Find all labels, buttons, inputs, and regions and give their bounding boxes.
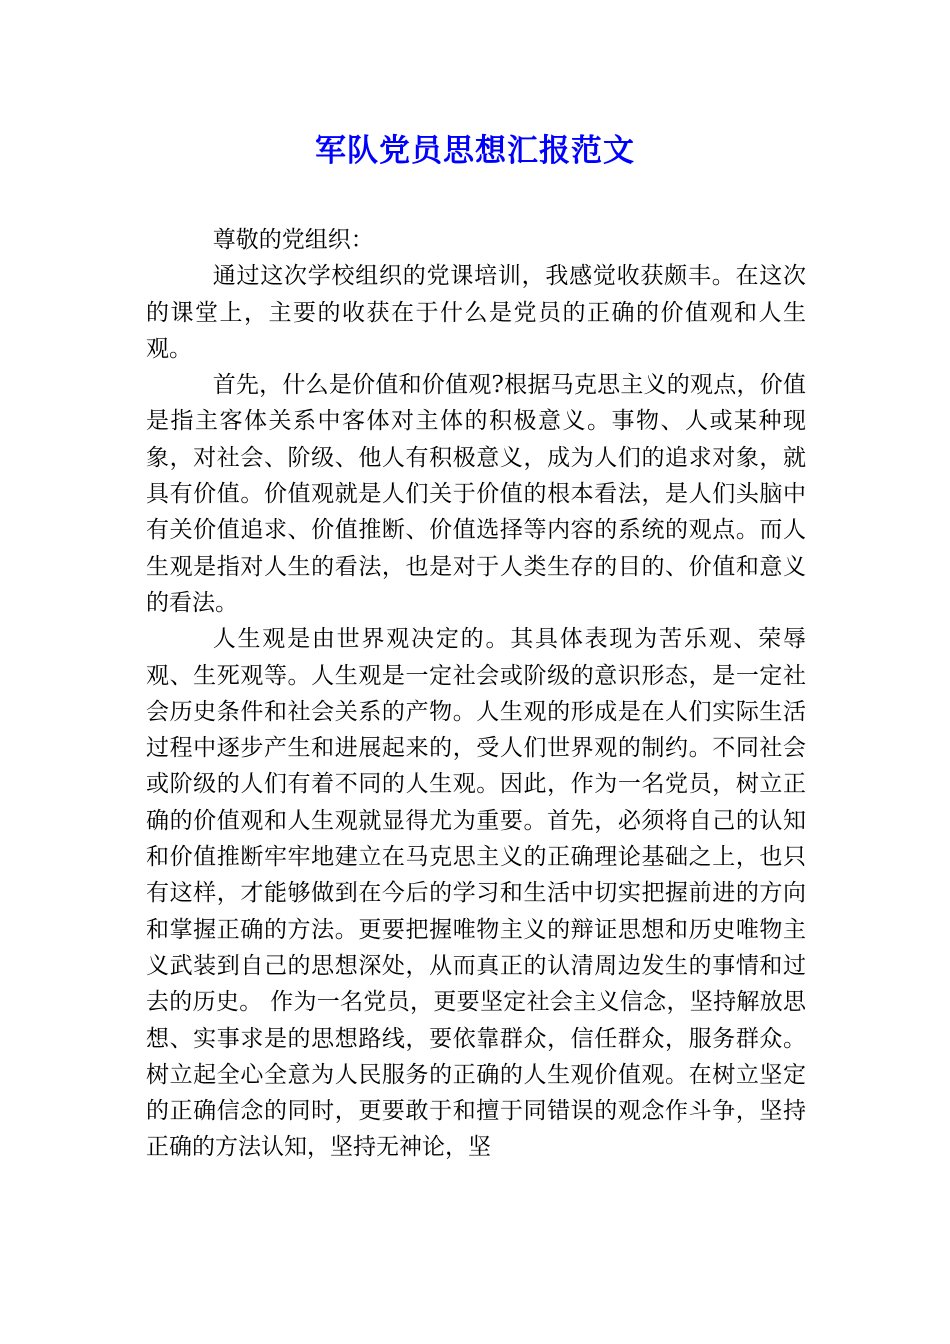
document-body	[146, 222, 806, 1166]
salutation: 尊敬的党组织：	[212, 227, 374, 253]
document-title: 军队党员思想汇报范文	[315, 133, 635, 169]
paragraph: 通过这次学校组织的党课培训，我感觉收获颇丰。在这次的课堂上，主要的收获在于什么是党员的正确的价值观和人生观。	[146, 263, 806, 362]
paragraph: 人生观是由世界观决定的。其具体表现为苦乐观、荣辱观、生死观等。人生观是一定社会或阶级的意识形态，是一定社会历史条件和社会关系的产物。人生观的形成是在人们实际生活过程中逐步产生和进展起来的，受人们世界观的制约。不同社会或阶级的人们有着不同的人生观。因此，作为一名党员，树立正确的价值观和人生观就显得尤为重要。首先，必须将自己的认知和价值推断牢牢地建立在马克思主义的正确理论基础之上，也只有这样，才能够做到在今后的学习和生活中切实把握前进的方向和掌握正确的方法。更要把握唯物主义的辩证思想和历史唯物主义武装到自己的思想深处，从而真正的认清周边发生的事情和过去的历史。 作为一名党员，更要坚定社会主义信念，坚持解放思想、实事求是的思想路线，要依靠群众，信任群众，服务群众。树立起全心全意为人民服务的正确的人生观价值观。在树立坚定的正确信念的同时，更要敢于和擅于同错误的观念作斗争，坚持正确的方法认知，坚持无神论，坚	[146, 626, 806, 1161]
paragraph: 首先，什么是价值和价值观?根据马克思主义的观点，价值是指主客体关系中客体对主体的积极意义。事物、人或某种现象，对社会、阶级、他人有积极意义，成为人们的追求对象，就具有价值。价值观就是人们关于价值的根本看法，是人们头脑中有关价值追求、价值推断、价值选择等内容的系统的观点。而人生观是指对人生的看法，也是对于人类生存的目的、价值和意义的看法。	[146, 372, 806, 616]
